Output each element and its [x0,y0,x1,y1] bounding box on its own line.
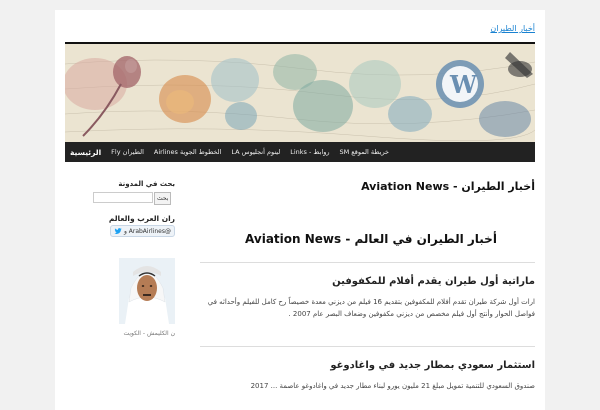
svg-text:W: W [450,70,477,99]
sidebar [65,180,175,410]
nav-item-airlines[interactable]: الخطوط الجوية Airlines [153,148,222,156]
section-title: أخبار الطيران في العالم - Aviation News [245,232,497,246]
header-banner [65,42,535,144]
site-title-link[interactable]: أخبار الطيران [490,24,535,33]
divider [200,262,535,263]
search-input[interactable] [93,192,153,203]
watercolor-banner-image [65,44,535,144]
nav-item-links[interactable]: روابط - Links [290,148,330,156]
nav-item-sitemap[interactable]: خريطة الموقع SM [339,148,390,156]
twitter-bird-icon [114,227,122,235]
page-title: أخبار الطيران - Aviation News [361,180,535,193]
twitter-follow-button[interactable] [110,225,175,237]
nav-item-fly[interactable]: الطيران Fly [111,148,144,156]
author-photo [119,258,175,324]
author-caption: ن الكليمش - الكويت [123,330,175,337]
main-nav [65,142,535,162]
search-form [93,192,171,205]
nav-item-home[interactable]: الرئيسية [70,147,102,157]
divider [200,346,535,347]
post-title-link[interactable]: ماراتية أول طيران يقدم أفلام للمكفوفين [332,276,535,287]
post-excerpt: ارات أول شركة طيران تقدم أفلام للمكفوفين بتقديم 16 فيلم من ديزني معدة خصيصاً رح كامل للفيلم وأحداثه في فواصل الحوار وأنتج أول فيلم مخصص من ديزني مكفوفين وضعاف البصر عام 2007 . [207,298,535,318]
news-widget-title: ران العرب والعالم [108,214,175,223]
post-excerpt: صندوق السعودي للتنمية تمويل مبلغ 21 مليون يورو لبناء مطار جديد في واغادوغو عاصمة ... 2017 [250,382,535,390]
main-content [195,180,535,410]
search-widget-title: بحث في المدونة [118,180,175,188]
post-title-link[interactable]: استثمار سعودي بمطار جديد في واغادوغو [330,360,535,371]
nav-item-la[interactable]: لينوم أنجليوس LA [231,148,281,156]
twitter-handle: @ArabAirlines و [123,227,171,235]
page [55,10,545,410]
search-button[interactable]: بحث [154,192,171,205]
